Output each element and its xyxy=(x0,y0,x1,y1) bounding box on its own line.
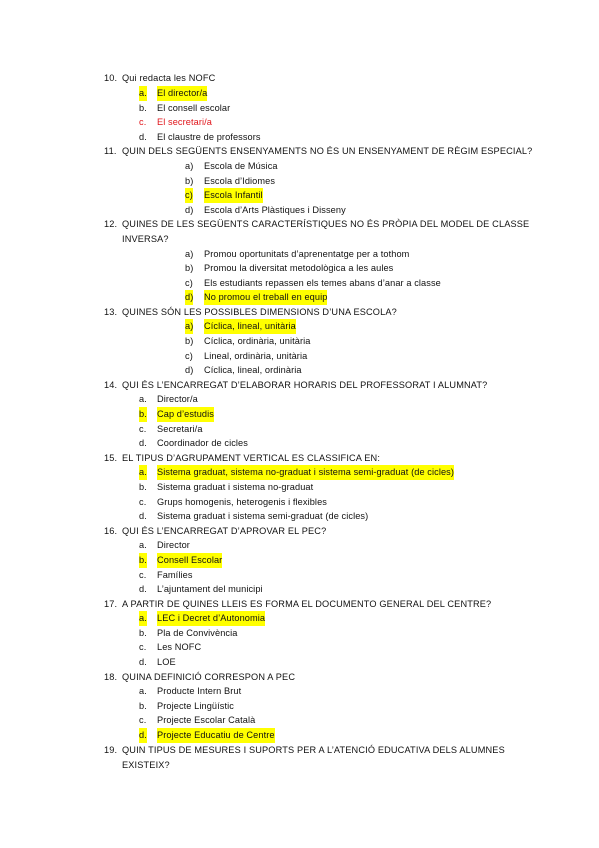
option-text: Cíclica, lineal, unitària xyxy=(204,319,296,334)
question-text: QUINES DE LES SEGÜENTS CARACTERÍSTIQUES NO ÉS PRÒPIA DEL MODEL DE CLASSE xyxy=(122,219,530,229)
question-number: 14. xyxy=(104,380,118,390)
option-letter: c. xyxy=(139,497,147,507)
question-number: 18. xyxy=(104,672,118,682)
option-letter: c. xyxy=(139,642,147,652)
option-text: Sistema graduat i sistema semi-graduat (de cicles) xyxy=(157,511,369,521)
option-letter: a. xyxy=(139,86,147,101)
question-18 xyxy=(104,670,524,685)
option-text: Famílies xyxy=(157,570,193,580)
question-16 xyxy=(104,524,524,539)
option-text: Cíclica, lineal, ordinària xyxy=(204,365,302,375)
option-text: El secretari/a xyxy=(157,117,213,127)
option-text: Sistema graduat i sistema no-graduat xyxy=(157,482,314,492)
option-letter: b. xyxy=(139,701,147,711)
option-letter: d. xyxy=(139,132,147,142)
option-letter: a. xyxy=(139,611,147,626)
question-number: 19. xyxy=(104,745,118,755)
question-text: QUINES SÓN LES POSSIBLES DIMENSIONS D’UNA ESCOLA? xyxy=(122,307,397,317)
question-17 xyxy=(104,597,544,612)
question-text: QUIN TIPUS DE MESURES I SUPORTS PER A L’ATENCIÓ EDUCATIVA DELS ALUMNES xyxy=(122,745,505,755)
option-letter: d. xyxy=(139,657,147,667)
question-number: 13. xyxy=(104,307,118,317)
option-letter: d) xyxy=(185,290,193,305)
option-text: LOE xyxy=(157,657,176,667)
option-letter: b. xyxy=(139,628,147,638)
option-letter: a. xyxy=(139,465,147,480)
option-text: Director xyxy=(157,540,190,550)
option-text: LEC i Decret d’Autonomia xyxy=(157,611,265,626)
option-text: Projecte Lingüístic xyxy=(157,701,234,711)
option-letter: d. xyxy=(139,728,147,743)
option-letter: d) xyxy=(185,205,194,215)
option-letter: a) xyxy=(185,249,194,259)
question-text: A PARTIR DE QUINES LLEIS ES FORMA EL DOCUMENTO GENERAL DEL CENTRE? xyxy=(122,599,492,609)
question-number: 16. xyxy=(104,526,118,536)
option-letter: d) xyxy=(185,365,194,375)
option-letter: d. xyxy=(139,438,147,448)
option-text: Pla de Convivència xyxy=(157,628,238,638)
option-text: Projecte Escolar Català xyxy=(157,715,256,725)
option-text: Els estudiants repassen els temes abans d’anar a classe xyxy=(204,278,441,288)
option-text: Escola d’Idiomes xyxy=(204,176,276,186)
question-text-continued: INVERSA? xyxy=(122,233,169,244)
option-text: El consell escolar xyxy=(157,103,231,113)
option-letter: b. xyxy=(139,103,147,113)
question-text: QUINA DEFINICIÓ CORRESPON A PEC xyxy=(122,672,296,682)
question-number: 12. xyxy=(104,219,118,229)
option-letter: c) xyxy=(185,188,193,203)
option-text: Escola d’Arts Plàstiques i Disseny xyxy=(204,205,346,215)
option-letter: c) xyxy=(185,351,193,361)
option-letter: a) xyxy=(185,319,193,334)
question-text: EL TIPUS D’AGRUPAMENT VERTICAL ES CLASSIFICA EN: xyxy=(122,453,381,463)
option-text: No promou el treball en equip xyxy=(204,290,327,305)
option-text: Promou oportunitats d’aprenentatge per a tothom xyxy=(204,249,410,259)
option-text: Consell Escolar xyxy=(157,553,222,568)
option-text: Escola de Música xyxy=(204,161,278,171)
option-text: Projecte Educatiu de Centre xyxy=(157,728,275,743)
question-number: 10. xyxy=(104,73,118,83)
option-letter: b. xyxy=(139,482,147,492)
question-19 xyxy=(104,743,544,772)
option-text: Director/a xyxy=(157,394,198,404)
question-number: 11. xyxy=(104,146,117,156)
question-13 xyxy=(104,305,524,320)
option-letter: b) xyxy=(185,336,194,346)
option-letter: b. xyxy=(139,407,147,422)
question-10 xyxy=(104,71,524,86)
option-text: L’ajuntament del municipi xyxy=(157,584,263,594)
option-text: Cap d’estudis xyxy=(157,407,214,422)
option-text: Les NOFC xyxy=(157,642,202,652)
option-text: Lineal, ordinària, unitària xyxy=(204,351,308,361)
option-letter: c) xyxy=(185,278,193,288)
option-text: El claustre de professors xyxy=(157,132,261,142)
option-text: Coordinador de cicles xyxy=(157,438,248,448)
question-text: QUIN DELS SEGÜENTS ENSENYAMENTS NO ÉS UN ENSENYAMENT DE RÈGIM ESPECIAL? xyxy=(122,146,533,156)
option-letter: c. xyxy=(139,117,147,127)
question-number: 17. xyxy=(104,599,118,609)
option-text: Sistema graduat, sistema no-graduat i sistema semi-graduat (de cicles) xyxy=(157,465,454,480)
option-letter: b) xyxy=(185,263,194,273)
question-text: Qui redacta les NOFC xyxy=(122,73,216,83)
option-text: Promou la diversitat metodològica a les aules xyxy=(204,263,394,273)
question-text: QUI ÉS L’ENCARREGAT D’APROVAR EL PEC? xyxy=(122,526,327,536)
question-15 xyxy=(104,451,524,466)
option-text: El director/a xyxy=(157,86,207,101)
option-text: Cíclica, ordinària, unitària xyxy=(204,336,311,346)
question-number: 15. xyxy=(104,453,118,463)
question-11 xyxy=(104,144,544,159)
option-letter: a) xyxy=(185,161,194,171)
option-letter: d. xyxy=(139,511,147,521)
option-text: Escola Infantil xyxy=(204,188,263,203)
option-text: Grups homogenis, heterogenis i flexibles xyxy=(157,497,327,507)
question-text-continued: EXISTEIX? xyxy=(122,759,170,770)
option-letter: b. xyxy=(139,553,147,568)
option-letter: c. xyxy=(139,424,147,434)
option-letter: b) xyxy=(185,176,194,186)
option-letter: a. xyxy=(139,686,147,696)
option-letter: d. xyxy=(139,584,147,594)
option-letter: c. xyxy=(139,570,147,580)
question-14 xyxy=(104,378,544,393)
option-letter: a. xyxy=(139,540,147,550)
option-text: Secretari/a xyxy=(157,424,203,434)
question-12 xyxy=(104,217,544,246)
option-letter: c. xyxy=(139,715,147,725)
option-text: Producte Intern Brut xyxy=(157,686,242,696)
option-letter: a. xyxy=(139,394,147,404)
question-text: QUI ÉS L’ENCARREGAT D’ELABORAR HORARIS DEL PROFESSORAT I ALUMNAT? xyxy=(122,380,488,390)
